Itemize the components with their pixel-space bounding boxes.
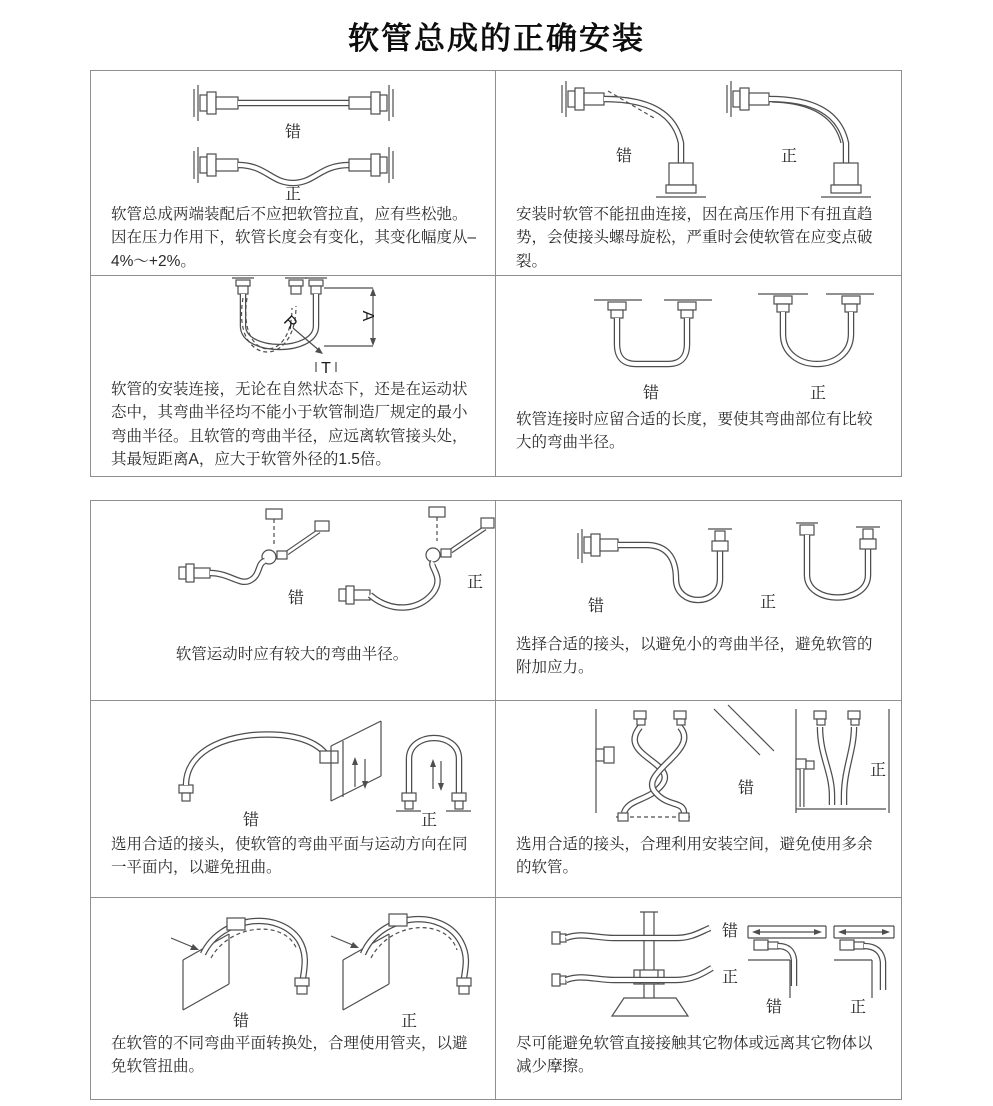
wrong-label: 错 — [721, 923, 739, 940]
right-label: 正 — [809, 385, 827, 402]
wrong-straight-hose — [194, 85, 393, 141]
wrong-out-of-plane — [179, 721, 381, 829]
panel-caption: 在软管的不同弯曲平面转换处，合理使用管夹，以避免软管扭曲。 — [111, 1035, 468, 1076]
right-clamped — [331, 914, 471, 1030]
wrong-flat-u — [594, 300, 712, 402]
panel-caption: 软管总成两端装配后不应把软管拉直，应有些松弛。因在压力作用下，软管长度会有变化，其变化幅度从–4%～+2%。 — [111, 206, 477, 270]
radius-r-label: R — [280, 312, 301, 333]
panel-caption: 选用合适的接头，合理利用安装空间，避免使用多余的软管。 — [516, 836, 873, 877]
diagram-flat-u-vs-round-u — [496, 276, 901, 406]
panel-slack — [91, 71, 496, 276]
wrong-label: 错 — [615, 148, 633, 165]
panel-bend-plane — [91, 701, 496, 898]
panel-caption: 软管运动时应有较大的弯曲半径。 — [175, 646, 409, 663]
right-label: 正 — [759, 594, 777, 611]
post-with-hoses — [552, 912, 738, 1016]
wrong-unclamped — [171, 918, 309, 1030]
panel-proper-length — [496, 276, 901, 476]
diagram-straight-vs-elbow-fitting — [496, 501, 901, 631]
instruction-grid-bottom — [90, 500, 902, 1100]
right-clean-hoses — [796, 709, 889, 813]
right-slack-hose — [194, 147, 393, 201]
right-label: 正 — [780, 148, 798, 165]
dimension-a-label: A — [359, 310, 376, 322]
diagram-avoid-friction — [496, 898, 901, 1030]
panel-caption: 尽可能避免软管直接接触其它物体或远离其它物体以减少摩擦。 — [516, 1035, 873, 1076]
panel-caption: 软管连接时应留合适的长度，要使其弯曲部位有比较大的弯曲半径。 — [516, 411, 873, 452]
wrong-touching-corner — [748, 926, 826, 1016]
panel-space — [496, 701, 901, 898]
right-round-u — [758, 294, 874, 402]
wrong-tangled-hoses — [596, 705, 774, 821]
panel-friction — [496, 898, 901, 1099]
diagram-clamp-at-plane-change — [91, 898, 496, 1030]
right-clear-of-corner — [834, 926, 894, 1016]
wrong-tight-bend — [578, 529, 732, 615]
wrong-label: 错 — [242, 812, 260, 829]
right-label: 正 — [721, 969, 739, 986]
wrong-label: 错 — [765, 999, 783, 1016]
diagram-u-bend-dimension-a — [91, 276, 496, 376]
wrong-short-hose — [179, 509, 329, 607]
dimension-a-bracket — [324, 288, 376, 346]
page-title: 软管总成的正确安装 — [348, 21, 645, 56]
diagram-motion-bend-radius — [91, 501, 496, 641]
wrong-twisted-hose — [562, 81, 706, 197]
panel-twist — [496, 71, 901, 276]
u-bend-drawing — [232, 278, 327, 352]
right-label: 正 — [869, 762, 887, 779]
diagram-bend-plane-vs-motion — [91, 701, 496, 831]
panel-fitting-radius — [496, 501, 901, 701]
panel-caption: 软管的安装连接，无论在自然状态下，还是在运动状态中，其弯曲半径均不能小于软管制造厂规定的最小弯曲半径。且软管的弯曲半径，应远离软管接头处，其最短距离A，应大于软管外径的1.5倍。 — [111, 381, 468, 468]
right-long-hose — [339, 507, 494, 608]
wrong-label: 错 — [287, 590, 305, 607]
panel-caption: 选择合适的接头，以避免小的弯曲半径，避免软管的附加应力。 — [516, 636, 873, 677]
right-label: 正 — [466, 574, 484, 591]
right-untwisted-hose — [727, 81, 871, 197]
right-label: 正 — [849, 999, 867, 1016]
right-label: 正 — [284, 186, 302, 201]
panel-min-radius — [91, 276, 496, 476]
right-in-plane — [396, 738, 471, 829]
wrong-label: 错 — [284, 124, 302, 141]
right-label: 正 — [400, 1013, 418, 1030]
panel-motion — [91, 501, 496, 701]
wrong-label: 错 — [232, 1013, 250, 1030]
instruction-grid-top — [90, 70, 902, 477]
diagram-straight-vs-slack-hose — [91, 71, 496, 201]
diagram-tangled-vs-clean-routing — [496, 701, 901, 831]
dimension-t-label: T — [321, 360, 331, 376]
right-elbow-u — [760, 523, 880, 611]
wrong-label: 错 — [737, 780, 755, 797]
panel-clamp — [91, 898, 496, 1099]
wrong-label: 错 — [642, 385, 660, 402]
panel-caption: 选用合适的接头，使软管的弯曲平面与运动方向在同一平面内，以避免扭曲。 — [111, 836, 468, 877]
right-label: 正 — [420, 812, 438, 829]
diagram-twisted-vs-untwisted-bend — [496, 71, 901, 201]
panel-caption: 安装时软管不能扭曲连接，因在高压作用下有扭直趋势，会使接头螺母旋松，严重时会使软管在应变点破裂。 — [516, 206, 873, 270]
wrong-label: 错 — [587, 598, 605, 615]
